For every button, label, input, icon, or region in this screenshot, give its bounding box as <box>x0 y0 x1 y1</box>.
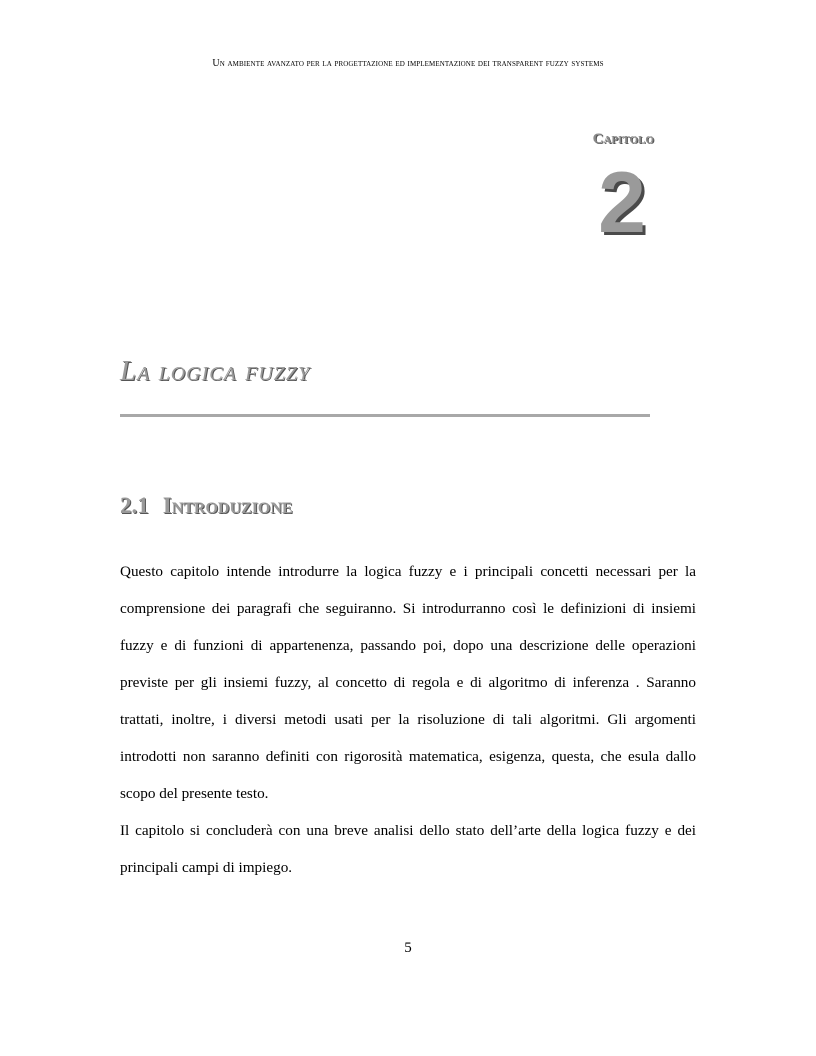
chapter-title: La logica fuzzy <box>120 355 311 387</box>
paragraph-intro: Questo capitolo intende introdurre la logica fuzzy e i principali concetti necessari per la comprensione dei paragrafi che seguiranno. Si introdurranno così le definizioni di insiemi fuzzy e di funzioni di appartenenza, passando poi, dopo una descrizione delle operazioni previste per gli insiemi fuzzy, al concetto di regola e di algoritmo di inferenza . Saranno trattati, inoltre, i diversi metodi usati per la risoluzione di tali algoritmi. Gli argomenti introdotti non saranno definiti con rigorosità matematica, esigenza, questa, che esula dallo scopo del presente testo. <box>120 563 696 802</box>
paragraph-conclusion: Il capitolo si concluderà con una breve analisi dello stato dell’arte della logica fuzzy e dei principali campi di impiego. <box>120 822 696 876</box>
body-text <box>120 553 696 886</box>
title-divider <box>120 414 650 417</box>
section-number: 2.1 <box>120 493 149 518</box>
chapter-number: 2 <box>598 155 646 251</box>
chapter-label: Capitolo <box>592 131 654 147</box>
page-number: 5 <box>404 940 412 956</box>
running-header: Un ambiente avanzato per la progettazione ed implementazione dei transparent fuzzy systems <box>212 58 604 69</box>
section-heading <box>120 493 293 519</box>
section-title: Introduzione <box>162 493 293 518</box>
